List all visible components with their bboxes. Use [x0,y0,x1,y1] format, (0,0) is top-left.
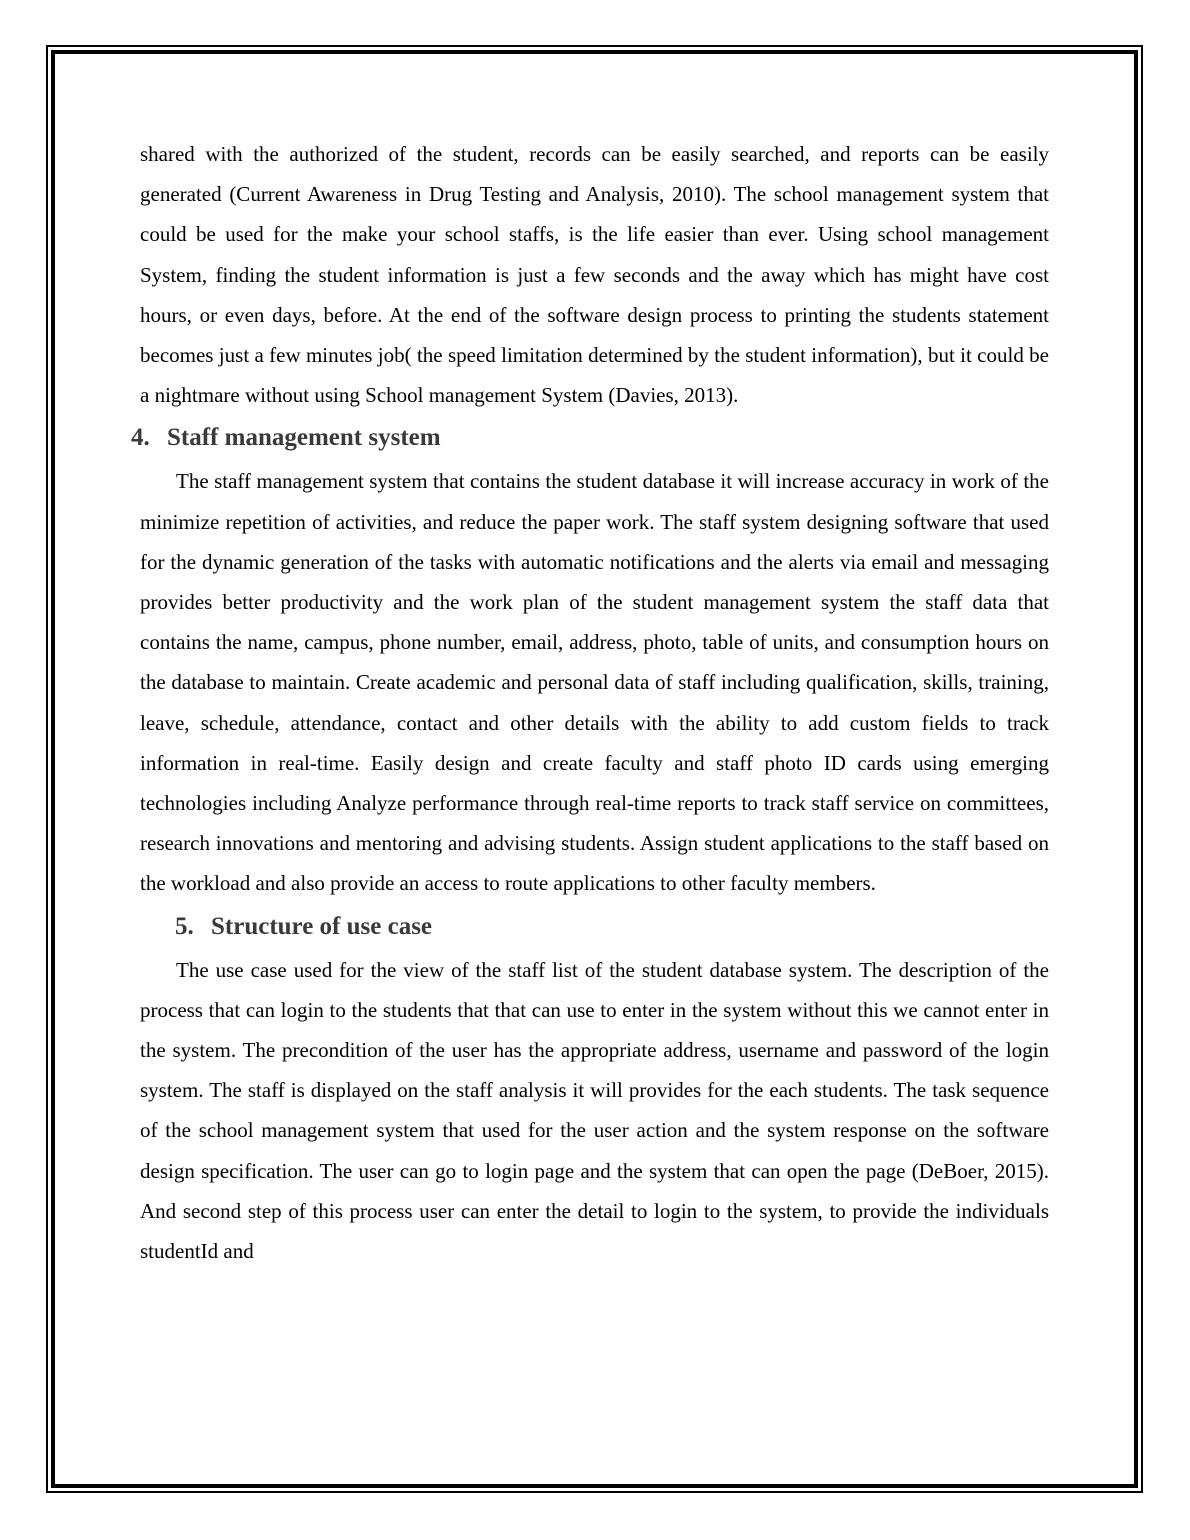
heading-title: Staff management system [167,424,441,452]
document-body [131,134,1049,1271]
paragraph-continuation: shared with the authorized of the student, records can be easily searched, and reports can be easily generated (Current Awareness in Drug Testing and Analysis, 2010). The school management system that could be used for the make your school staffs, is the life easier than ever. Using school management System, finding the student information is just a few seconds and the away which has might have cost hours, or even days, before. At the end of the software design process to printing the students statement becomes just a few minutes job( the speed limitation determined by the student information), but it could be a nightmare without using School management System (Davies, 2013). [140,142,1049,408]
paragraph-staff-management: The staff management system that contains the student database it will increase accuracy in work of the minimize repetition of activities, and reduce the paper work. The staff system designing software that used for the dynamic generation of the tasks with automatic notifications and the alerts via email and messaging provides better productivity and the work plan of the student management system the staff data that contains the name, campus, phone number, email, address, photo, table of units, and consumption hours on the database to maintain. Create academic and personal data of staff including qualification, skills, training, leave, schedule, attendance, contact and other details with the ability to add custom fields to track information in real-time. Easily design and create faculty and staff photo ID cards using emerging technologies including Analyze performance through real-time reports to track staff service on committees, research innovations and mentoring and advising students. Assign student applications to the staff based on the workload and also provide an access to route applications to other faculty members. [140,469,1049,896]
heading-staff-management-system [131,415,1049,461]
heading-title: Structure of use case [211,912,433,940]
heading-number: 5. [175,912,194,940]
paragraph-use-case: The use case used for the view of the staff list of the student database system. The description of the process that can login to the students that that can use to enter in the system without this we cannot enter in the system. The precondition of the user has the appropriate address, username and password of the login system. The staff is displayed on the staff analysis it will provides for the each students. The task sequence of the school management system that used for the user action and the system response on the software design specification. The user can go to login page and the system that can open the page (DeBoer, 2015). And second step of this process user can enter the detail to login to the system, to provide the individuals studentId and [140,957,1049,1264]
heading-number: 4. [131,424,150,452]
heading-structure-of-use-case [175,904,1049,950]
